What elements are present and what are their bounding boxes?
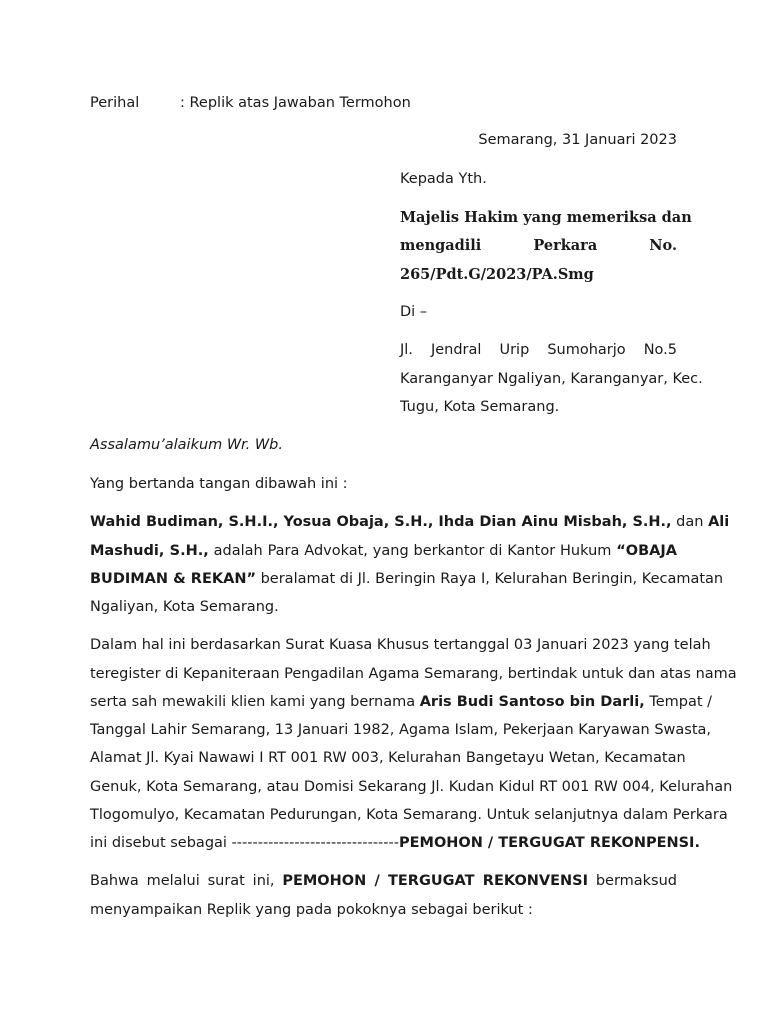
advocate-name-mashudi: Mashudi, S.H., <box>90 543 209 559</box>
party-designation-prefix: ini disebut sebagai -------------------------------- <box>90 835 399 851</box>
intro-text: Yang bertanda tangan dibawah ini : <box>90 476 348 492</box>
firm-name-part-1: “OBAJA <box>616 543 678 559</box>
perihal-value: : Replik atas Jawaban Termohon <box>180 95 411 111</box>
replik-intro-prefix: Bahwa melalui surat ini, <box>90 873 283 889</box>
advocates-line-4: Ngaliyan, Kota Semarang. <box>90 599 279 615</box>
advocates-line-3 <box>90 571 724 587</box>
power-of-attorney-line-1: Dalam hal ini berdasarkan Surat Kuasa Khusus tertanggal 03 Januari 2023 yang telah <box>90 637 711 653</box>
power-of-attorney-line-8 <box>90 835 700 851</box>
client-birth-label: Tempat / <box>644 694 713 710</box>
recipient-line-3: 265/Pdt.G/2023/PA.Smg <box>400 266 594 283</box>
power-of-attorney-line-3 <box>90 694 713 710</box>
advocate-names: Wahid Budiman, S.H.I., Yosua Obaja, S.H., Ihda Dian Ainu Misbah, S.H., <box>90 514 672 530</box>
di-label: Di – <box>400 304 428 320</box>
advocates-line-1 <box>90 514 730 530</box>
address-line-1: Jl. Jendral Urip Sumoharjo No.5 <box>400 342 677 358</box>
replik-intro-suffix: bermaksud <box>588 873 678 889</box>
party-designation: PEMOHON / TERGUGAT REKONPENSI. <box>398 835 700 851</box>
perihal-label: Perihal <box>90 95 140 111</box>
power-of-attorney-line-6: Genuk, Kota Semarang, atau Domisi Sekarang Jl. Kudan Kidul RT 001 RW 004, Kelurahan <box>90 779 733 795</box>
advocates-office-text: adalah Para Advokat, yang berkantor di Kantor Hukum <box>208 543 617 559</box>
conjunction-text: dan <box>671 514 709 530</box>
replik-intro-line-2: menyampaikan Replik yang pada pokoknya sebagai berikut : <box>90 902 533 918</box>
address-line-2: Karanganyar Ngaliyan, Karanganyar, Kec. <box>400 371 703 387</box>
address-line-3: Tugu, Kota Semarang. <box>400 399 560 415</box>
kepada-yth: Kepada Yth. <box>400 171 487 187</box>
client-name: Aris Budi Santoso bin Darli, <box>419 694 645 710</box>
replik-intro-line-1 <box>90 873 677 889</box>
power-of-attorney-line-7: Tlogomulyo, Kecamatan Pedurungan, Kota Semarang. Untuk selanjutnya dalam Perkara <box>90 807 728 823</box>
power-of-attorney-line-2: teregister di Kepaniteraan Pengadilan Agama Semarang, bertindak untuk dan atas nama <box>90 666 737 682</box>
client-intro-text: serta sah mewakili klien kami yang bernama <box>90 694 420 710</box>
recipient-line-1: Majelis Hakim yang memeriksa dan <box>400 209 692 226</box>
power-of-attorney-line-5: Alamat Jl. Kyai Nawawi I RT 001 RW 003, Kelurahan Bangetayu Wetan, Kecamatan <box>90 750 686 766</box>
greeting: Assalamu’alaikum Wr. Wb. <box>90 437 283 453</box>
power-of-attorney-line-4: Tanggal Lahir Semarang, 13 Januari 1982, Agama Islam, Pekerjaan Karyawan Swasta, <box>90 722 712 738</box>
recipient-line-2: mengadili Perkara No. <box>400 237 677 254</box>
advocate-name-ali: Ali <box>708 514 730 530</box>
advocates-line-2 <box>90 543 677 559</box>
replik-party: PEMOHON / TERGUGAT REKONVENSI <box>282 873 589 889</box>
firm-address-text: beralamat di Jl. Beringin Raya I, Kelurahan Beringin, Kecamatan <box>255 571 724 587</box>
firm-name-part-2: BUDIMAN & REKAN” <box>90 571 256 587</box>
place-date: Semarang, 31 Januari 2023 <box>478 132 677 148</box>
